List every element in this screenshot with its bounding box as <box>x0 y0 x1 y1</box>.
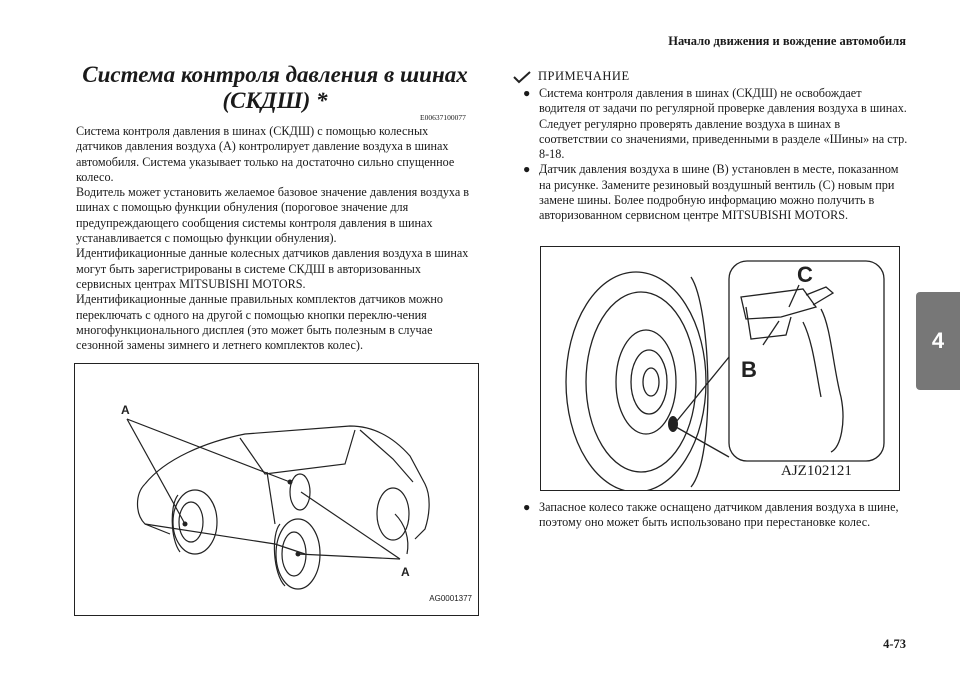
note-item <box>523 86 908 162</box>
paragraph: Водитель может установить желаемое базовое значение давления воздуха в шинах с помощью функции обнуления (пороговое значение для предупреждающего сообщения системы контроля давления в шинах устанавливается с помощью функции обнуления). <box>76 185 470 246</box>
paragraph: Идентификационные данные колесных датчиков давления воздуха в шинах могут быть зарегистрированы в системе СКДШ в авторизованных сервисных центрах MITSUBISHI MOTORS. <box>76 246 469 291</box>
note-heading <box>512 69 630 84</box>
note-item-text: Датчик давления воздуха в шине (В) установлен в месте, показанном на рисунке. Замените резиновый воздушный вентиль (С) новым при замене шины. Более подробную информацию можно получить в авторизованном сервисном центре MITSUBISHI MOTORS. <box>539 162 899 223</box>
section-title <box>70 62 480 114</box>
section-title-line1: Система контроля давления в шинах <box>82 62 468 87</box>
note-item <box>523 500 908 531</box>
after-figure-list <box>523 500 908 531</box>
wheel-sensor-figure <box>540 246 900 491</box>
label-c: C <box>797 262 813 287</box>
bullet-icon: ● <box>523 500 531 514</box>
car-sensor-figure <box>74 363 479 616</box>
car-illustration <box>75 364 478 615</box>
bullet-icon: ● <box>523 162 531 177</box>
note-heading-label: ПРИМЕЧАНИЕ <box>538 69 630 83</box>
figure2-code: AJZ102121 <box>781 463 852 479</box>
paragraph: Система контроля давления в шинах (СКДШ) с помощью колесных датчиков давления воздуха (А) контролирует давление воздуха в шинах автомобиля. Система указывает только на достаточно сильно спущенное колесо. <box>76 124 455 184</box>
label-a-bottom: A <box>401 565 410 579</box>
bullet-icon: ● <box>523 86 531 100</box>
note-item <box>523 162 908 223</box>
section-body <box>76 124 476 353</box>
page-number: 4-73 <box>883 637 906 651</box>
label-a-top: A <box>121 403 130 417</box>
note-item-text: Запасное колесо также оснащено датчиком давления воздуха в шине, поэтому оно может быть использовано при перестановке колес. <box>539 500 899 530</box>
note-item-text: Система контроля давления в шинах (СКДШ) не освобождает водителя от задачи по регулярной проверке давления воздуха в шинах. Следует регулярно проверять давление воздуха в шинах в соответствии со значениями, приведенными в разделе «Шины» на стр. 8-18. <box>539 86 908 162</box>
note-list <box>523 86 908 224</box>
paragraph: Идентификационные данные правильных комплектов датчиков можно переключать с одного на другой с помощью кнопки переклю-чения многофункционального дисплея (это может быть полезным в случае сезонной замены зимнего и летнего комплектов колес). <box>76 292 443 353</box>
section-code: E00637100077 <box>420 113 466 122</box>
note-check-icon <box>512 70 532 84</box>
label-b: B <box>741 357 757 382</box>
running-header: Начало движения и вождение автомобиля <box>668 34 906 48</box>
section-title-line2: (СКДШ) * <box>222 88 328 113</box>
wheel-illustration <box>541 247 899 490</box>
chapter-tab: 4 <box>916 292 960 390</box>
figure1-code: AG0001377 <box>429 594 472 603</box>
